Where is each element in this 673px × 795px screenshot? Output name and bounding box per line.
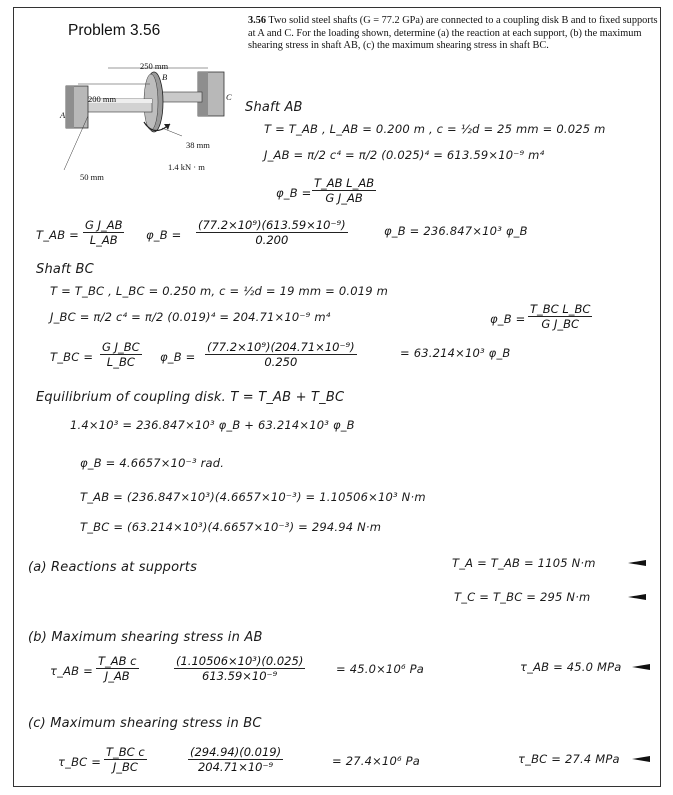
part-c-answer: τ_BC = 27.4 MPa bbox=[518, 752, 620, 766]
answer-arrow-icon bbox=[632, 756, 650, 762]
answer-arrow-icon bbox=[628, 560, 646, 566]
shaft-bc-t-lhs: T_BC = bbox=[50, 350, 94, 364]
equilibrium-line3: T_AB = (236.847×10³)(4.6657×10⁻³) = 1.10506×10³ N·m bbox=[80, 490, 426, 504]
part-c-frac-num: T_BC c bbox=[106, 745, 145, 759]
dim-38-label: 38 mm bbox=[186, 140, 210, 150]
shaft-figure-drawing bbox=[58, 58, 238, 188]
shaft-bc-t-frac-den: L_BC bbox=[106, 355, 135, 369]
part-b-frac-den: J_AB bbox=[104, 669, 130, 683]
equilibrium-heading: Equilibrium of coupling disk. T = T_AB + T_BC bbox=[36, 390, 345, 405]
dim-200-label: 200 mm bbox=[88, 94, 117, 104]
part-c-frac-den: J_BC bbox=[112, 760, 138, 774]
shaft-ab-t-fraction bbox=[83, 218, 124, 247]
shaft-bc-phi-denominator: G J_BC bbox=[541, 317, 580, 331]
shaft-bc-t-result: = 63.214×10³ φ_B bbox=[400, 346, 511, 360]
shaft-bc-t-mid: φ_B = bbox=[160, 350, 196, 364]
part-b-heading: (b) Maximum shearing stress in AB bbox=[28, 630, 263, 645]
shaft-bc-t-values-num: (77.2×10⁹)(204.71×10⁻⁹) bbox=[207, 340, 355, 354]
shaft-ab-t-frac-num: G J_AB bbox=[85, 218, 123, 232]
part-c-result: = 27.4×10⁶ Pa bbox=[332, 754, 421, 768]
shaft-ab-t-frac-den: L_AB bbox=[89, 233, 118, 247]
shaft-ab-phi-numerator: T_AB L_AB bbox=[314, 176, 375, 190]
statement-text: Two solid steel shafts (G = 77.2 GPa) are connected to a coupling disk B and to fixed supports at A and C. For the loading shown, determine (a) the reaction at each support, (b) the maximum shearing stress in shaft AB, (c) the maximum shearing stress in shaft BC. bbox=[248, 15, 658, 51]
shaft-bc-t-values bbox=[205, 340, 357, 369]
part-c-values bbox=[188, 745, 283, 774]
equilibrium-line1: 1.4×10³ = 236.847×10³ φ_B + 63.214×10³ φ_B bbox=[70, 418, 355, 432]
part-b-answer: τ_AB = 45.0 MPa bbox=[520, 660, 622, 674]
equilibrium-line2: φ_B = 4.6657×10⁻³ rad. bbox=[80, 456, 225, 470]
shaft-ab-phi-denominator: G J_AB bbox=[325, 191, 363, 205]
dim-50-label: 50 mm bbox=[80, 172, 104, 182]
shaft-ab-line2: J_AB = π/2 c⁴ = π/2 (0.025)⁴ = 613.59×10⁻⁹ m⁴ bbox=[264, 148, 545, 162]
part-b-fraction bbox=[96, 654, 139, 683]
answer-arrow-icon bbox=[628, 594, 646, 600]
shaft-bc-phi-numerator: T_BC L_BC bbox=[530, 302, 591, 316]
part-a-tc: T_C = T_BC = 295 N·m bbox=[454, 590, 591, 604]
statement-number: 3.56 bbox=[248, 15, 267, 26]
problem-statement bbox=[248, 15, 658, 53]
answer-arrow-icon bbox=[632, 664, 650, 670]
equilibrium-line4: T_BC = (63.214×10³)(4.6657×10⁻³) = 294.94 N·m bbox=[80, 520, 382, 534]
shaft-bc-line2: J_BC = π/2 c⁴ = π/2 (0.019)⁴ = 204.71×10⁻⁹ m⁴ bbox=[50, 310, 331, 324]
label-b: B bbox=[162, 72, 168, 82]
part-c-lhs: τ_BC = bbox=[58, 755, 102, 769]
shaft-ab-t-values-den: 0.200 bbox=[255, 233, 289, 247]
shaft-ab-t-mid: φ_B = bbox=[146, 228, 182, 242]
label-c: C bbox=[226, 92, 232, 102]
label-a: A bbox=[60, 110, 66, 120]
shaft-figure bbox=[58, 58, 238, 188]
part-b-result: = 45.0×10⁶ Pa bbox=[336, 662, 425, 676]
part-c-fraction bbox=[104, 745, 147, 774]
part-b-frac-num: T_AB c bbox=[98, 654, 137, 668]
shaft-ab-t-result: φ_B = 236.847×10³ φ_B bbox=[384, 224, 528, 238]
part-a-heading: (a) Reactions at supports bbox=[28, 560, 198, 575]
part-a-ta: T_A = T_AB = 1105 N·m bbox=[452, 556, 596, 570]
shaft-bc-t-fraction bbox=[100, 340, 142, 369]
part-b-values-num: (1.10506×10³)(0.025) bbox=[176, 654, 304, 668]
dim-250-label: 250 mm bbox=[140, 61, 169, 71]
shaft-ab-t-values-num: (77.2×10⁹)(613.59×10⁻⁹) bbox=[198, 218, 346, 232]
shaft-bc-phi-fraction bbox=[528, 302, 592, 331]
problem-label: Problem 3.56 bbox=[68, 22, 161, 39]
shaft-bc-t-frac-num: G J_BC bbox=[102, 340, 140, 354]
part-c-values-num: (294.94)(0.019) bbox=[190, 745, 282, 759]
shaft-ab-line1: T = T_AB , L_AB = 0.200 m , c = ½d = 25 mm = 0.025 m bbox=[264, 122, 606, 136]
part-b-values bbox=[174, 654, 305, 683]
load-label: 1.4 kN · m bbox=[168, 162, 205, 172]
part-c-heading: (c) Maximum shearing stress in BC bbox=[28, 716, 262, 731]
shaft-ab-heading: Shaft AB bbox=[245, 100, 303, 115]
part-c-values-den: 204.71×10⁻⁹ bbox=[197, 760, 274, 774]
shaft-ab-t-values bbox=[196, 218, 348, 247]
shaft-bc-heading: Shaft BC bbox=[36, 262, 94, 277]
shaft-bc-phi-lhs: φ_B = bbox=[490, 312, 526, 326]
shaft-bc-line1: T = T_BC , L_BC = 0.250 m, c = ½d = 19 mm = 0.019 m bbox=[50, 284, 389, 298]
part-b-lhs: τ_AB = bbox=[50, 664, 93, 678]
shaft-bc-t-values-den: 0.250 bbox=[264, 355, 298, 369]
shaft-ab-phi-fraction bbox=[312, 176, 376, 205]
shaft-ab-t-lhs: T_AB = bbox=[36, 228, 80, 242]
shaft-ab-phi-lhs: φ_B = bbox=[276, 186, 312, 200]
part-b-values-den: 613.59×10⁻⁹ bbox=[202, 669, 278, 683]
